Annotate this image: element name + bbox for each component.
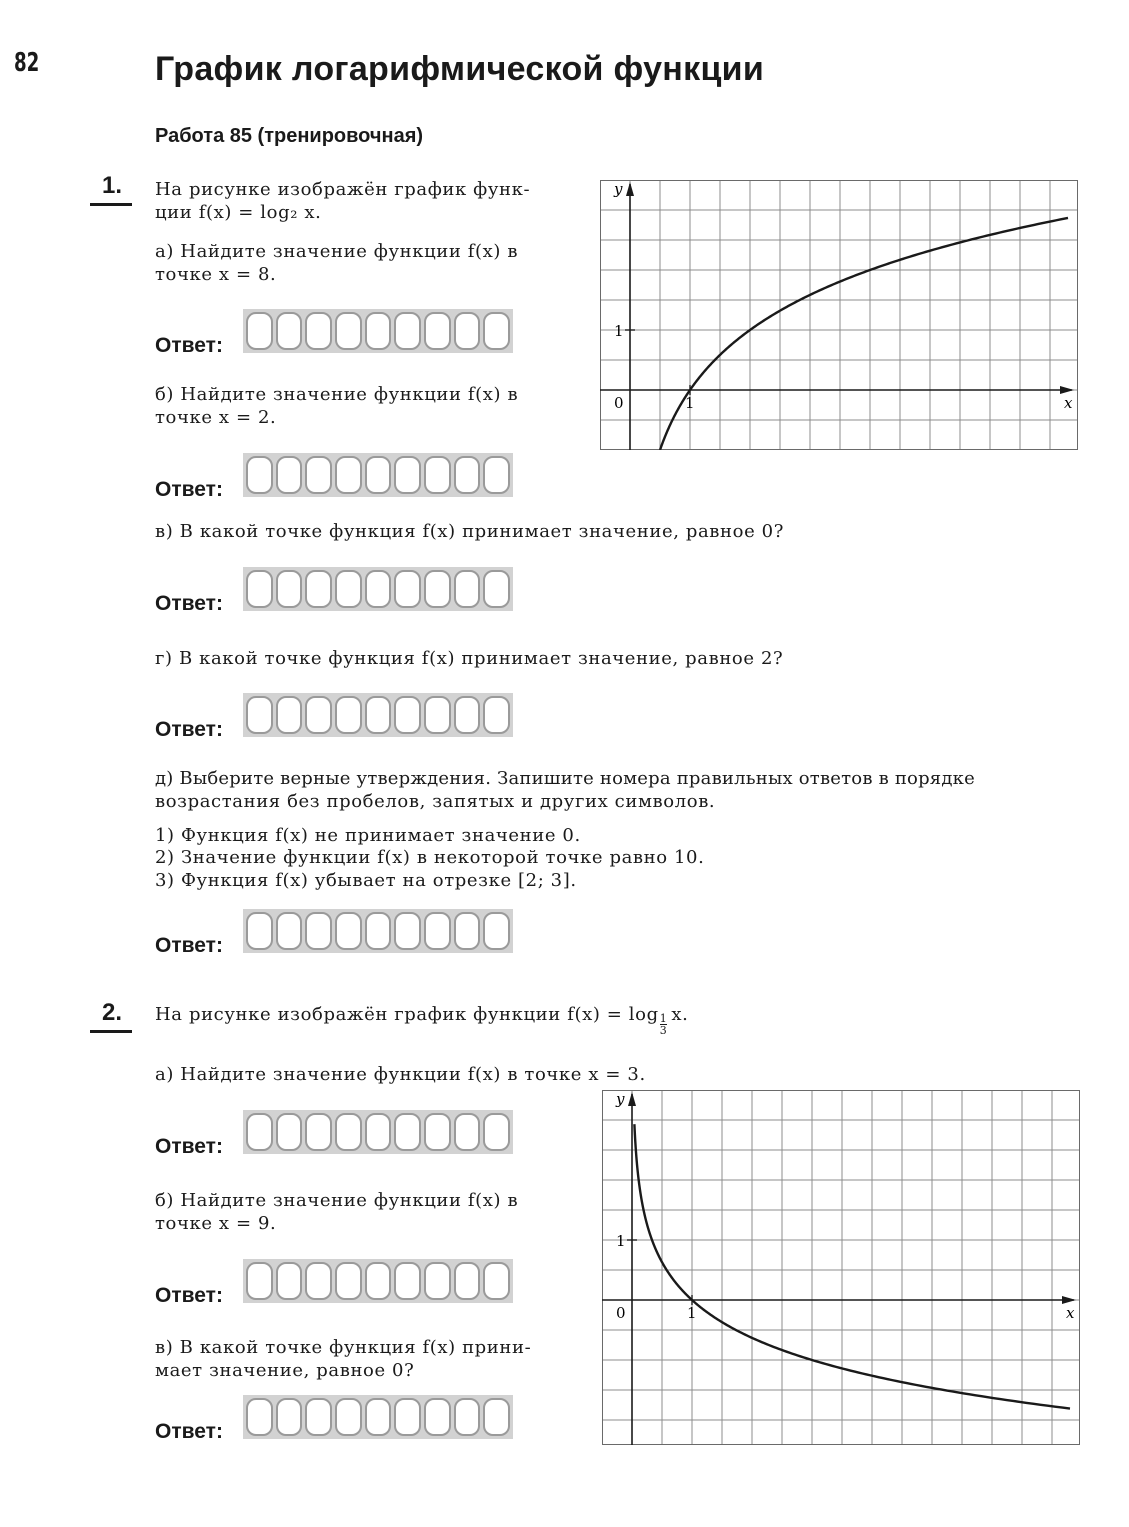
task-1d-line1: д) Выберите верные утверждения. Запишите номера правильных ответов в порядке: [155, 768, 975, 789]
page-number: 82: [14, 48, 40, 78]
task-1-intro-line2: ции f(x) = log₂ x.: [155, 202, 322, 223]
chart-log-one-third: [602, 1090, 1080, 1445]
answer-field-1g[interactable]: [243, 693, 513, 737]
task-1a-line2: точке x = 8.: [155, 264, 277, 285]
log-one-third-curve: [634, 1124, 1070, 1408]
task-2b-line2: точке x = 9.: [155, 1213, 277, 1234]
y-axis-label: y: [616, 1090, 625, 1108]
task-2-number: 2.: [102, 999, 123, 1026]
answer-field-1v[interactable]: [243, 567, 513, 611]
log-base-fraction: [660, 1013, 668, 1036]
grid-border: [601, 181, 1078, 450]
log2-curve: [660, 218, 1068, 450]
answer-label: Ответ:: [155, 592, 223, 615]
answer-label: Ответ:: [155, 334, 223, 357]
log-base-denominator: 3: [659, 1024, 668, 1037]
origin-label: 0: [614, 394, 624, 412]
answer-label: Ответ:: [155, 1420, 223, 1443]
task-1-number: 1.: [102, 172, 123, 199]
answer-label: Ответ:: [155, 934, 223, 957]
task-2-intro: [155, 1003, 688, 1036]
answer-label: Ответ:: [155, 478, 223, 501]
x-tick-label-1: 1: [687, 1304, 697, 1322]
task-1v-text: в) В какой точке функция f(x) принимает значение, равное 0?: [155, 521, 784, 542]
x-axis-arrow: [1062, 1296, 1076, 1304]
task-1-intro-line1: На рисунке изображён график функ-: [155, 179, 531, 200]
task-1d-option-3: 3) Функция f(x) убывает на отрезке [2; 3].: [155, 870, 577, 891]
y-tick-label-1: 1: [614, 322, 624, 340]
x-tick-label-1: 1: [685, 394, 695, 412]
x-axis-label: x: [1066, 1304, 1075, 1322]
answer-field-2a[interactable]: [243, 1110, 513, 1154]
origin-label: 0: [616, 1304, 626, 1322]
task-2-intro-text: На рисунке изображён график функции f(x) = log: [155, 1004, 659, 1025]
answer-field-1a[interactable]: [243, 309, 513, 353]
task-2v-line2: мает значение, равное 0?: [155, 1360, 415, 1381]
task-2b-line1: б) Найдите значение функции f(x) в: [155, 1190, 519, 1211]
y-tick-label-1: 1: [616, 1232, 626, 1250]
log-base-numerator: 1: [659, 1012, 668, 1025]
page-title: График логарифмической функции: [155, 50, 765, 88]
task-2-intro-tail: x.: [671, 1004, 689, 1025]
answer-label: Ответ:: [155, 718, 223, 741]
task-1-underline: [90, 203, 132, 206]
chart-log2: [600, 180, 1078, 450]
answer-label: Ответ:: [155, 1284, 223, 1307]
task-2a-text: а) Найдите значение функции f(x) в точке x = 3.: [155, 1064, 646, 1085]
y-axis-arrow: [626, 182, 634, 196]
task-2v-line1: в) В какой точке функция f(x) прини-: [155, 1337, 532, 1358]
answer-field-1d[interactable]: [243, 909, 513, 953]
y-axis-arrow: [628, 1092, 636, 1106]
answer-field-1b[interactable]: [243, 453, 513, 497]
task-1b-line2: точке x = 2.: [155, 407, 277, 428]
task-1a-line1: а) Найдите значение функции f(x) в: [155, 241, 519, 262]
answer-field-2b[interactable]: [243, 1259, 513, 1303]
task-1d-line2: возрастания без пробелов, запятых и других символов.: [155, 791, 716, 812]
task-1d-option-1: 1) Функция f(x) не принимает значение 0.: [155, 825, 581, 846]
task-2-underline: [90, 1030, 132, 1033]
answer-field-2v[interactable]: [243, 1395, 513, 1439]
answer-label: Ответ:: [155, 1135, 223, 1158]
x-axis-label: x: [1064, 394, 1073, 412]
task-1g-text: г) В какой точке функция f(x) принимает значение, равное 2?: [155, 648, 784, 669]
page-subtitle: Работа 85 (тренировочная): [155, 125, 424, 147]
x-axis-arrow: [1060, 386, 1074, 394]
task-1b-line1: б) Найдите значение функции f(x) в: [155, 384, 519, 405]
task-1d-option-2: 2) Значение функции f(x) в некоторой точке равно 10.: [155, 847, 705, 868]
grid-border: [603, 1091, 1080, 1445]
y-axis-label: y: [614, 180, 623, 198]
